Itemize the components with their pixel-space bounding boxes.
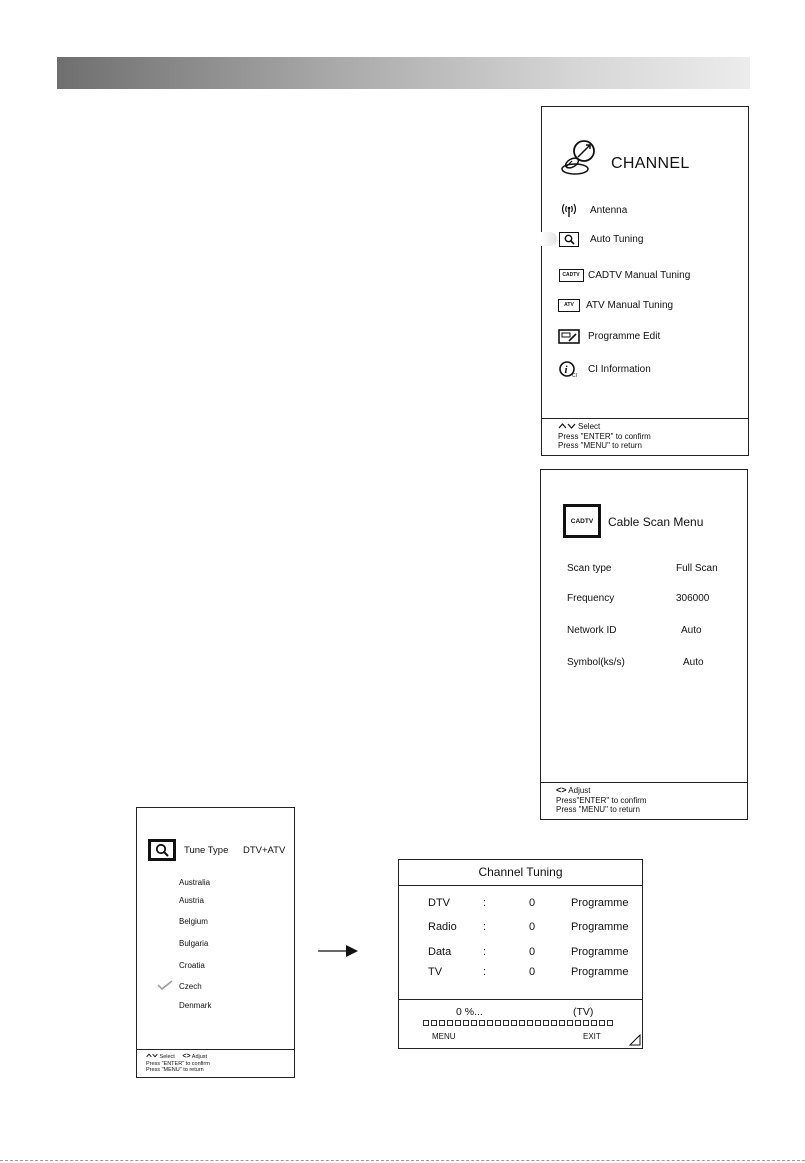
frequency-label: Frequency: [567, 593, 615, 604]
row-label: TV: [428, 966, 443, 978]
progress-segment: [583, 1020, 589, 1026]
right-arrow-icon: [318, 945, 358, 957]
search-icon: [558, 231, 580, 247]
menu-item-antenna[interactable]: [558, 199, 627, 221]
menu-item-label: Programme Edit: [588, 330, 661, 342]
tune-type-panel: [136, 807, 295, 1078]
progress-segment: [535, 1020, 541, 1026]
progress-segment: [575, 1020, 581, 1026]
menu-item-label: Antenna: [590, 204, 628, 216]
tune-type-label: Tune Type: [184, 845, 229, 856]
cadtv-icon: CADTV: [563, 504, 601, 538]
footer-select: Select: [578, 422, 601, 431]
progress-segment: [423, 1020, 429, 1026]
progress-segment: [463, 1020, 469, 1026]
cable-scan-title: Cable Scan Menu: [608, 515, 704, 529]
progress-segment: [439, 1020, 445, 1026]
progress-segment: [567, 1020, 573, 1026]
menu-item-label: CI Information: [588, 363, 651, 375]
footer-adjust: Adjust: [191, 1054, 208, 1060]
progress-segment: [527, 1020, 533, 1026]
cadtv-icon: CADTV: [558, 267, 584, 283]
menu-item-ci-information[interactable]: [558, 358, 651, 380]
page-bottom-rule: [0, 1160, 805, 1161]
search-icon: [148, 839, 176, 861]
row-count: 0: [529, 966, 536, 978]
footer-adjust: Adjust: [568, 786, 591, 795]
network-id-label: Network ID: [567, 625, 617, 636]
progress-divider: [399, 999, 642, 1000]
tune-type-value[interactable]: DTV+ATV: [243, 845, 286, 856]
row-count: 0: [529, 946, 536, 958]
frequency-value[interactable]: 306000: [676, 593, 710, 604]
footer-confirm: Press "ENTER" to confirm: [558, 431, 651, 441]
progress-percent: 0 %...: [456, 1006, 483, 1018]
exit-button[interactable]: EXIT: [583, 1032, 601, 1041]
row-label: DTV: [428, 897, 450, 909]
footer-return: Press "MENU" to return: [556, 805, 640, 814]
country-item[interactable]: Denmark: [179, 1001, 212, 1010]
progress-segment: [607, 1020, 613, 1026]
country-item[interactable]: Australia: [179, 878, 211, 887]
corner-pen-icon: [629, 1034, 641, 1046]
atv-icon: ATV: [558, 297, 580, 313]
footer-return: Press "MENU" to return: [558, 441, 642, 450]
progress-segment: [479, 1020, 485, 1026]
channel-menu-footer: [542, 418, 748, 455]
progress-segment: [431, 1020, 437, 1026]
footer-select: Select: [159, 1054, 175, 1060]
country-item[interactable]: Austria: [179, 896, 204, 905]
progress-segment: [455, 1020, 461, 1026]
progress-segment: [447, 1020, 453, 1026]
radio-row: [399, 921, 642, 937]
tv-row: [399, 966, 642, 982]
menu-item-atv-manual-tuning[interactable]: [558, 294, 673, 316]
progress-segment: [471, 1020, 477, 1026]
footer-confirm: Press"ENTER" to confirm: [556, 795, 647, 805]
title-divider: [399, 885, 642, 886]
progress-mode: (TV): [573, 1006, 594, 1018]
section-header-bar: [57, 57, 750, 89]
progress-segment: [511, 1020, 517, 1026]
menu-item-auto-tuning[interactable]: [558, 228, 643, 250]
row-unit: Programme: [571, 897, 629, 909]
progress-segment: [519, 1020, 525, 1026]
country-item-selected[interactable]: Czech: [179, 982, 202, 991]
row-count: 0: [529, 897, 536, 909]
left-right-arrows-icon: <>: [182, 1053, 191, 1060]
progress-segment: [503, 1020, 509, 1026]
progress-bar: [423, 1020, 615, 1028]
antenna-icon: [558, 202, 580, 218]
row-count: 0: [529, 921, 536, 933]
row-separator: :: [483, 897, 487, 909]
selection-highlight: [541, 232, 557, 246]
menu-item-label: CADTV Manual Tuning: [588, 269, 691, 281]
svg-text:CI: CI: [572, 373, 577, 378]
menu-item-label: ATV Manual Tuning: [586, 299, 674, 311]
info-icon: [558, 361, 580, 377]
row-unit: Programme: [571, 921, 629, 933]
svg-text:i: i: [564, 364, 568, 376]
channel-tuning-panel: [398, 859, 643, 1049]
row-separator: :: [483, 946, 487, 958]
channel-menu-panel: [541, 106, 749, 456]
channel-tuning-title: Channel Tuning: [478, 865, 563, 879]
network-id-value[interactable]: Auto: [681, 625, 702, 636]
dtv-row: [399, 897, 642, 913]
progress-segment: [551, 1020, 557, 1026]
progress-segment: [559, 1020, 565, 1026]
progress-segment: [487, 1020, 493, 1026]
cable-scan-panel: [540, 469, 748, 820]
programme-edit-icon: [558, 328, 580, 344]
country-item[interactable]: Croatia: [179, 961, 205, 970]
cable-scan-footer: [541, 782, 747, 819]
country-item[interactable]: Belgium: [179, 917, 208, 926]
up-down-arrows-icon: [558, 423, 576, 429]
row-label: Data: [428, 946, 452, 958]
row-label: Radio: [428, 921, 457, 933]
progress-segment: [543, 1020, 549, 1026]
symbol-value[interactable]: Auto: [683, 657, 704, 668]
menu-item-programme-edit[interactable]: [558, 325, 660, 347]
channel-satellite-icon: [560, 137, 600, 177]
row-separator: :: [483, 966, 487, 978]
menu-button[interactable]: MENU: [432, 1032, 456, 1041]
checkmark-icon: [157, 980, 173, 990]
tune-type-footer: [137, 1049, 294, 1077]
scan-type-label: Scan type: [567, 563, 612, 574]
progress-segment: [495, 1020, 501, 1026]
footer-return: Press "MENU" to return: [146, 1067, 204, 1073]
progress-segment: [599, 1020, 605, 1026]
data-row: [399, 946, 642, 962]
country-item[interactable]: Bulgaria: [179, 939, 209, 948]
left-right-arrows-icon: <>: [556, 785, 567, 795]
row-unit: Programme: [571, 946, 629, 958]
menu-item-label: Auto Tuning: [590, 233, 644, 245]
progress-segment: [591, 1020, 597, 1026]
row-unit: Programme: [571, 966, 629, 978]
up-down-arrows-icon: [146, 1053, 158, 1058]
channel-menu-title: CHANNEL: [611, 155, 690, 172]
row-separator: :: [483, 921, 487, 933]
menu-item-cadtv-manual-tuning[interactable]: [558, 264, 690, 286]
symbol-label: Symbol(ks/s): [567, 657, 625, 668]
scan-type-value[interactable]: Full Scan: [676, 563, 718, 574]
footer-confirm: Press "ENTER" to confirm: [146, 1060, 210, 1067]
